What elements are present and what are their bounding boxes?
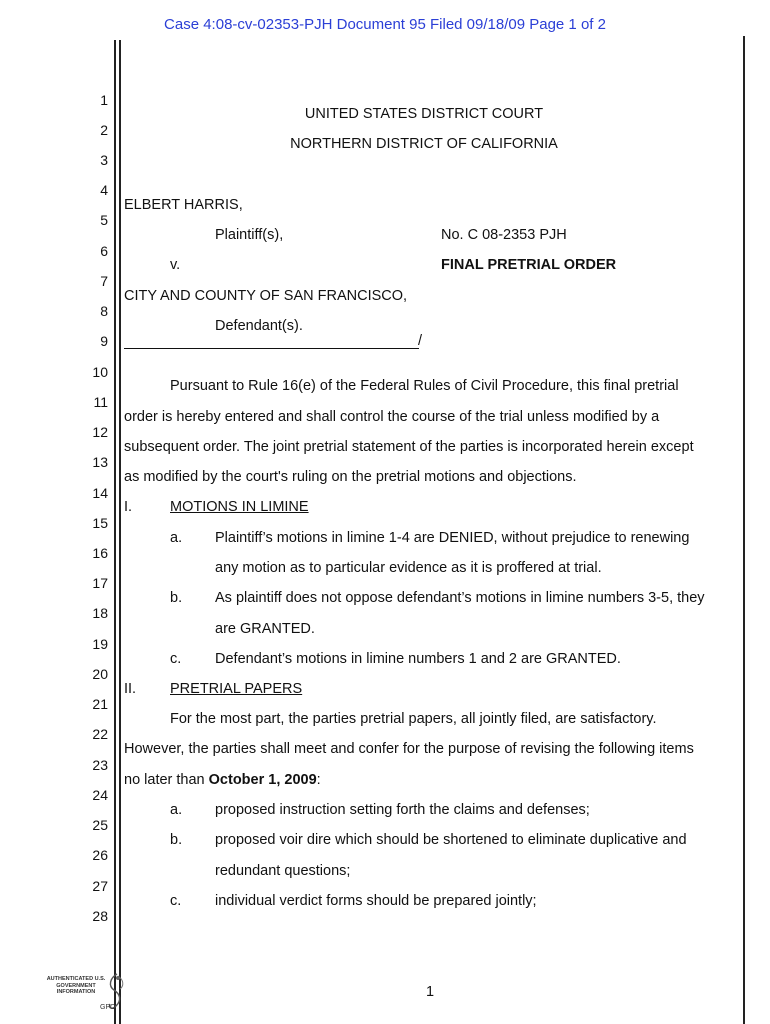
section-2-item-a-line: proposed instruction setting forth the claims and defenses; xyxy=(215,802,590,818)
line-number: 14 xyxy=(92,485,108,501)
section-2-item-b-line: redundant questions; xyxy=(215,863,351,879)
line-number: 19 xyxy=(92,636,108,652)
defendant-name: CITY AND COUNTY OF SAN FRANCISCO, xyxy=(124,288,408,304)
line-number: 16 xyxy=(92,545,108,561)
line-number: 5 xyxy=(100,212,108,228)
caption-slash: / xyxy=(418,333,423,349)
deadline-suffix: : xyxy=(316,772,321,788)
line-number: 2 xyxy=(100,122,108,138)
section-1-item-b-letter: b. xyxy=(170,590,183,606)
defendant-role: Defendant(s). xyxy=(215,318,303,334)
caption-signature-line xyxy=(124,332,419,349)
line-number: 24 xyxy=(92,787,108,803)
intro-line: order is hereby entered and shall control the course of the trial unless modified by a xyxy=(124,409,660,425)
deadline-prefix: no later than xyxy=(124,772,209,788)
line-number: 23 xyxy=(92,757,108,773)
line-number: 17 xyxy=(92,575,108,591)
intro-line: Pursuant to Rule 16(e) of the Federal Rules of Civil Procedure, this final pretrial xyxy=(170,378,679,394)
left-margin-rule-outer xyxy=(114,40,116,1024)
line-number: 11 xyxy=(93,394,108,410)
plaintiff-role: Plaintiff(s), xyxy=(215,227,284,243)
right-margin-rule xyxy=(743,36,745,1024)
section-2-paragraph-line: For the most part, the parties pretrial papers, all jointly filed, are satisfactory. xyxy=(170,711,657,727)
page-number: 1 xyxy=(425,984,435,1000)
section-2-item-a-letter: a. xyxy=(170,802,183,818)
section-1-item-a-line: any motion as to particular evidence as it is proffered at trial. xyxy=(215,560,602,576)
section-2-item-b-line: proposed voir dire which should be shortened to eliminate duplicative and xyxy=(215,832,687,848)
line-number: 20 xyxy=(92,666,108,682)
line-number: 3 xyxy=(100,152,108,168)
deadline-date: October 1, 2009 xyxy=(208,772,317,788)
intro-line: subsequent order. The joint pretrial statement of the parties is incorporated herein except xyxy=(124,439,694,455)
line-number: 13 xyxy=(92,454,108,470)
line-number: 22 xyxy=(92,726,108,742)
section-1-item-c-letter: c. xyxy=(170,651,182,667)
left-margin-rule-inner xyxy=(119,40,121,1024)
section-2-item-b-letter: b. xyxy=(170,832,183,848)
gpo-mark: GPO xyxy=(100,1004,116,1011)
section-1-item-a-line: Plaintiff’s motions in limine 1-4 are DENIED, without prejudice to renewing xyxy=(215,530,690,546)
section-2-item-c-letter: c. xyxy=(170,893,182,909)
section-2-item-c-line: individual verdict forms should be prepared jointly; xyxy=(215,893,537,909)
line-number: 12 xyxy=(92,424,108,440)
line-number: 28 xyxy=(92,908,108,924)
line-number: 15 xyxy=(92,515,108,531)
section-2-title: PRETRIAL PAPERS xyxy=(170,681,303,697)
section-1-number: I. xyxy=(124,499,133,515)
order-title: FINAL PRETRIAL ORDER xyxy=(441,257,617,273)
line-number: 26 xyxy=(92,847,108,863)
section-1-item-a-letter: a. xyxy=(170,530,183,546)
intro-line: as modified by the court's ruling on the pretrial motions and objections. xyxy=(124,469,577,485)
line-number: 27 xyxy=(92,878,108,894)
line-number: 1 xyxy=(100,92,108,108)
section-2-paragraph-line: However, the parties shall meet and confer for the purpose of revising the following items xyxy=(124,741,694,757)
line-number: 4 xyxy=(100,182,108,198)
versus: v. xyxy=(170,257,181,273)
line-number: 7 xyxy=(100,273,108,289)
line-number: 6 xyxy=(100,243,108,259)
line-number: 10 xyxy=(92,364,108,380)
line-number: 25 xyxy=(92,817,108,833)
section-2-number: II. xyxy=(124,681,137,697)
line-number: 8 xyxy=(100,303,108,319)
court-name: UNITED STATES DISTRICT COURT xyxy=(304,106,544,122)
line-number: 21 xyxy=(92,696,108,712)
section-1-item-b-line: As plaintiff does not oppose defendant’s motions in limine numbers 3-5, they xyxy=(215,590,705,606)
line-number: 18 xyxy=(92,605,108,621)
plaintiff-name: ELBERT HARRIS, xyxy=(124,197,243,213)
section-1-item-c-line: Defendant’s motions in limine numbers 1 and 2 are GRANTED. xyxy=(215,651,621,667)
gpo-seal-text: AUTHENTICATED U.S. GOVERNMENT INFORMATION xyxy=(46,976,106,995)
court-district: NORTHERN DISTRICT OF CALIFORNIA xyxy=(290,136,558,152)
section-1-item-b-line: are GRANTED. xyxy=(215,621,315,637)
section-2-paragraph-line xyxy=(124,772,321,788)
section-1-title: MOTIONS IN LIMINE xyxy=(170,499,309,515)
case-header: Case 4:08-cv-02353-PJH Document 95 Filed 09/18/09 Page 1 of 2 xyxy=(164,16,606,33)
line-number: 9 xyxy=(100,333,108,349)
case-number: No. C 08-2353 PJH xyxy=(441,227,567,243)
